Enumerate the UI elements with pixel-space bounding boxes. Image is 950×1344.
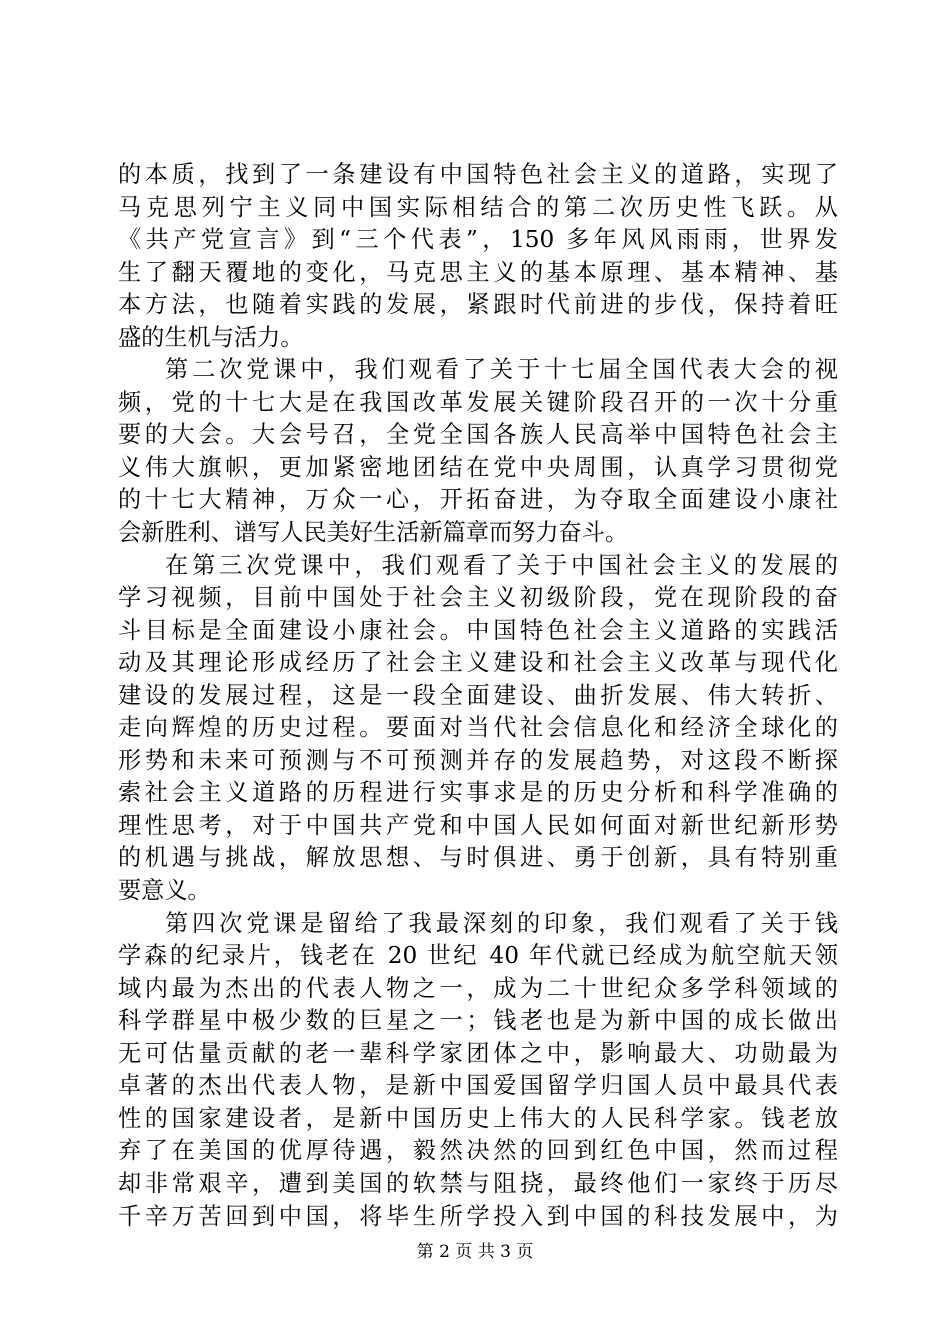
text-line: 要意义。 xyxy=(118,877,211,905)
text-line: 生了翻天覆地的变化，马克思主义的基本原理、基本精神、基 xyxy=(118,258,838,286)
text-line: 形势和未来可预测与不可预测并存的发展趋势，对这段不断探 xyxy=(118,746,838,774)
paragraph-start-line: 第四次党课是留给了我最深刻的印象，我们观看了关于钱 xyxy=(165,909,838,937)
text-line: 会新胜利、谱写人民美好生活新篇章而努力奋斗。 xyxy=(118,519,629,547)
text-line: 盛的生机与活力。 xyxy=(118,323,304,351)
text-line: 理性思考，对于中国共产党和中国人民如何面对新世纪新形势 xyxy=(118,811,838,839)
text-line: 弃了在美国的优厚待遇，毅然决然的回到红色中国，然而过程 xyxy=(118,1137,838,1165)
text-line: 千辛万苦回到中国，将毕生所学投入到中国的科技发展中，为 xyxy=(118,1202,838,1230)
text-line: 性的国家建设者，是新中国历史上伟大的人民科学家。钱老放 xyxy=(118,1104,838,1132)
body-text xyxy=(118,159,838,1233)
text-line: 《共产党宣言》到“三个代表”，150 多年风风雨雨，世界发 xyxy=(118,226,838,254)
text-line: 卓著的杰出代表人物，是新中国爱国留学归国人员中最具代表 xyxy=(118,1072,838,1100)
text-line: 的十七大精神，万众一心，开拓奋进，为夺取全面建设小康社 xyxy=(118,486,838,514)
text-line: 马克思列宁主义同中国实际相结合的第二次历史性飞跃。从 xyxy=(118,193,838,221)
text-line: 走向辉煌的历史过程。要面对当代社会信息化和经济全球化的 xyxy=(118,714,838,742)
page-footer xyxy=(0,1240,950,1264)
text-line: 的本质，找到了一条建设有中国特色社会主义的道路，实现了 xyxy=(118,161,838,188)
paragraph-start-line: 在第三次党课中，我们观看了关于中国社会主义的发展的 xyxy=(165,551,838,579)
text-line: 斗目标是全面建设小康社会。中国特色社会主义道路的实践活 xyxy=(118,616,838,644)
page-number-label: 第 2 页 共 3 页 xyxy=(416,1242,534,1262)
text-line: 动及其理论形成经历了社会主义建设和社会主义改革与现代化 xyxy=(118,649,838,677)
text-line: 科学群星中极少数的巨星之一；钱老也是为新中国的成长做出 xyxy=(118,1007,838,1035)
text-line: 建设的发展过程，这是一段全面建设、曲折发展、伟大转折、 xyxy=(118,681,838,709)
text-line: 无可估量贡献的老一辈科学家团体之中，影响最大、功勋最为 xyxy=(118,1039,838,1067)
paragraph-start-line: 第二次党课中，我们观看了关于十七届全国代表大会的视 xyxy=(165,356,838,384)
text-line: 义伟大旗帜，更加紧密地团结在党中央周围，认真学习贯彻党 xyxy=(118,453,838,481)
text-line: 索社会主义道路的历程进行实事求是的历史分析和科学准确的 xyxy=(118,779,838,807)
text-line: 学习视频，目前中国处于社会主义初级阶段，党在现阶段的奋 xyxy=(118,584,838,612)
text-line: 学森的纪录片，钱老在 20 世纪 40 年代就已经成为航空航天领 xyxy=(118,942,838,970)
text-line: 频，党的十七大是在我国改革发展关键阶段召开的一次十分重 xyxy=(118,388,838,416)
text-line: 本方法，也随着实践的发展，紧跟时代前进的步伐，保持着旺 xyxy=(118,291,838,319)
text-line: 却非常艰辛，遭到美国的软禁与阻挠，最终他们一家终于历尽 xyxy=(118,1169,838,1197)
text-line: 要的大会。大会号召，全党全国各族人民高举中国特色社会主 xyxy=(118,421,838,449)
text-line: 的机遇与挑战，解放思想、与时俱进、勇于创新，具有特别重 xyxy=(118,844,838,872)
text-line: 域内最为杰出的代表人物之一，成为二十世纪众多学科领域的 xyxy=(118,974,838,1002)
